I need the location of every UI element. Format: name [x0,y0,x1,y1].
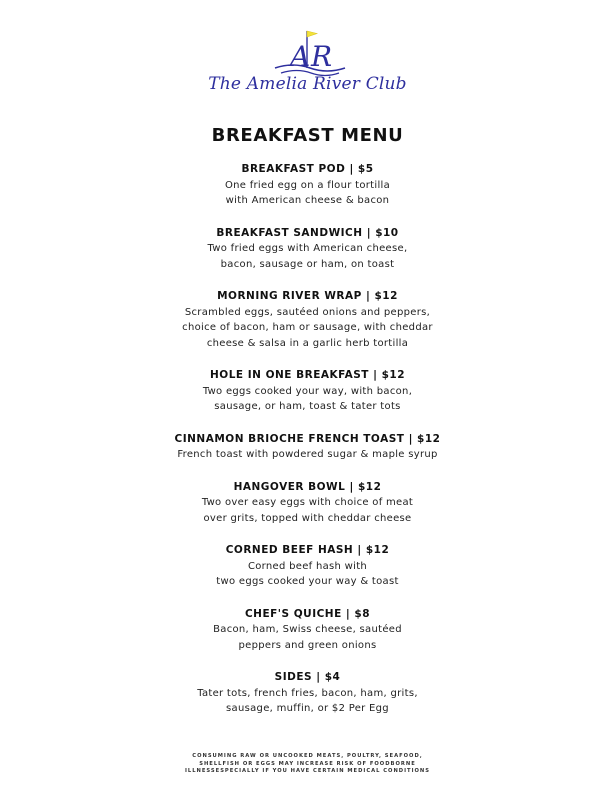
menu-item-desc-line: peppers and green onions [238,639,377,651]
menu-item-desc-line: French toast with powdered sugar & maple syrup [177,449,438,460]
menu-item-title: CHEF'S QUICHE | $8 [244,607,371,620]
menu-item-desc-line: Tater tots, french fries, bacon, ham, grits, [197,687,418,699]
menu-item-desc-line: Bacon, ham, Swiss cheese, sautéed [213,624,402,635]
menu-item-desc-line: choice of bacon, ham or sausage, with cheddar [182,322,433,333]
food-safety-disclaimer [0,753,615,776]
menu-item-chefs-quiche [0,607,615,654]
menu-item-title: CORNED BEEF HASH | $12 [225,544,390,556]
menu-item-title: BREAKFAST SANDWICH | $10 [216,226,399,239]
menu-item-title: BREAKFAST POD | $5 [241,163,374,175]
menu-item-morning-river-wrap [0,289,615,351]
menu-item-hole-in-one [0,368,615,415]
menu-item-desc-line: One fried egg on a flour tortilla [224,179,391,191]
menu-item-desc-line: Two over easy eggs with choice of meat [201,497,414,508]
menu-item-title: CINNAMON BRIOCHE FRENCH TOAST | $12 [174,432,441,445]
menu-item-desc-line: two eggs cooked your way & toast [216,576,399,587]
menu-item-title: HANGOVER BOWL | $12 [233,480,382,493]
monogram-r: R [311,40,333,73]
menu-item-desc-line: Scrambled eggs, sautéed onions and peppers, [184,306,431,318]
menu-item-desc-line: Corned beef hash with [247,560,368,572]
menu-item-desc-line: Two fried eggs with American cheese, [207,243,408,254]
menu-item-desc-line: bacon, sausage or ham, on toast [220,258,395,270]
menu-item-breakfast-sandwich [0,226,615,273]
monogram-a: A [290,40,311,73]
menu-item-desc-line: sausage, muffin, or $2 Per Egg [226,703,389,714]
menu-item-desc-line: Two eggs cooked your way, with bacon, [202,385,413,397]
menu-item-hangover-bowl [0,480,615,527]
menu-item-sides [0,670,615,717]
golf-flag-monogram-icon [225,28,395,78]
menu-item-corned-beef-hash [0,543,615,590]
disclaimer-line: CONSUMING RAW OR UNCOOKED MEATS, POULTRY, SEAFOOD, [192,753,423,759]
menu-item-title: HOLE IN ONE BREAKFAST | $12 [209,369,406,381]
menu-item-desc-line: over grits, topped with cheddar cheese [203,512,412,524]
menu-item-french-toast [0,432,615,463]
menu-list [0,162,615,734]
disclaimer-line: SHELLFISH OR EGGS MAY INCREASE RISK OF FOODBORNE [199,760,416,767]
disclaimer-line: ILLNESSESPECIALLY IF YOU HAVE CERTAIN MEDICAL CONDITIONS [184,768,431,774]
menu-item-desc-line: sausage, or ham, toast & tater tots [214,401,401,412]
menu-item-title: SIDES | $4 [274,671,341,683]
page-title: BREAKFAST MENU [211,125,404,146]
menu-item-breakfast-pod [0,162,615,209]
menu-item-desc-line: with American cheese & bacon [225,195,390,206]
menu-item-title: MORNING RIVER WRAP | $12 [217,290,398,302]
menu-item-desc-line: cheese & salsa in a garlic herb tortilla [206,337,409,349]
club-name: The Amelia River Club [208,74,407,94]
